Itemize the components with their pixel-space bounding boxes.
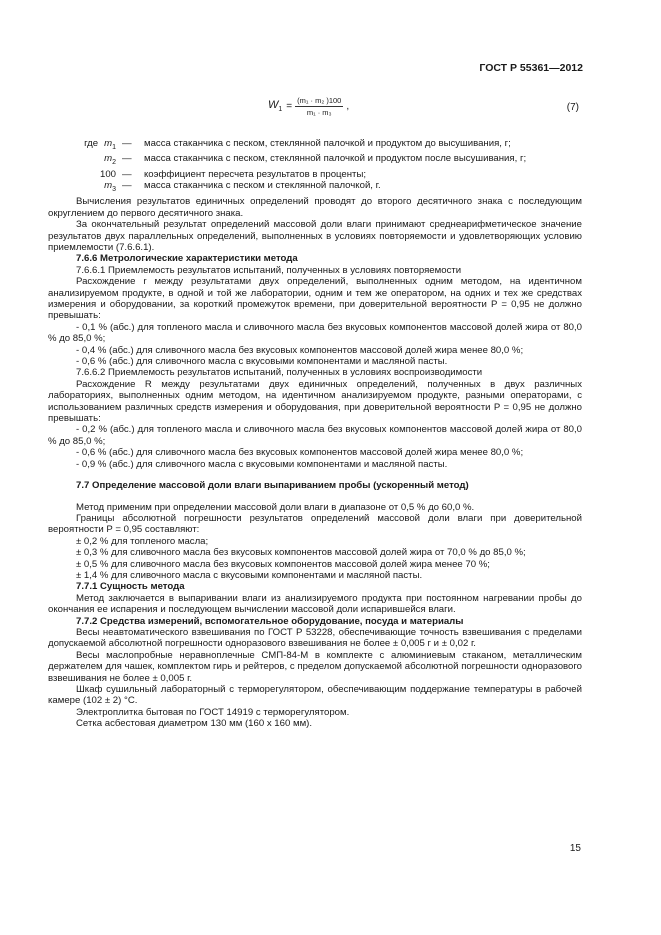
definition-symbol: $m_2$ <box>104 153 116 167</box>
definition-row <box>48 138 582 153</box>
paragraph: Границы абсолютной погрешности результатов определений массовой доли влаги при доверительной вероятности P = 0,95 составляют: <box>48 512 582 536</box>
definition-dash: — <box>122 168 132 180</box>
paragraph: 7.6.6.2 Приемлемость результатов испытаний, полученных в условиях воспроизводимости <box>76 367 483 379</box>
paragraph: 7.6.6.1 Приемлемость результатов испытаний, полученных в условиях повторяемости <box>76 264 462 276</box>
section-heading: 7.7 Определение массовой доли влаги выпариванием пробы (ускоренный метод) <box>76 480 469 492</box>
formula-tail: , <box>346 101 350 112</box>
paragraph: Шкаф сушильный лабораторный с терморегулятором, обеспечивающим поддержание температуры в рабочей камере (102 ± 2) °С. <box>48 684 582 707</box>
document-header: ГОСТ Р 55361—2012 <box>479 62 583 74</box>
paragraph: Сетка асбестовая диаметром 130 мм (160 х 160 мм). <box>76 718 313 730</box>
definition-text: масса стаканчика с песком, стеклянной палочкой и продуктом после высушивания, г; <box>144 153 527 165</box>
paragraph: Расхождение r между результатами двух определений, выполненных одним методом, на идентичном анализируемом продукте, в одной и той же лаборатории, одним и тем же оператором, на одних и тех же средствах измерения и оборудовании, за короткий промежуток времени, при доверительной вероятности P = 0,95 не должно превышать: <box>48 276 582 322</box>
definition-dash: — <box>122 180 132 192</box>
definition-row <box>48 169 582 180</box>
document-body <box>48 138 582 730</box>
paragraph: Весы маслопробные неравноплечные СМП-84-М в комплекте с алюминиевым стаканом, металлическим держателем для чашек, комплектом гирь и рейтеров, с пределом допускаемой абсолютной погрешности одноразового взвешивания не более ± 0,005 г. <box>48 649 582 684</box>
paragraph: Электроплитка бытовая по ГОСТ 14919 с терморегулятором. <box>76 706 350 718</box>
paragraph: Метод применим при определении массовой доли влаги в диапазоне от 0,5 % до 60,0 %. <box>76 501 475 513</box>
paragraphs <box>48 196 582 729</box>
paragraph: - 0,9 % (абс.) для сливочного масла с вкусовыми компонентами и масляной пасты. <box>76 458 448 470</box>
definition-dash: — <box>122 153 132 165</box>
definition-symbol: $m_3$ <box>104 180 116 193</box>
definition-symbol: где $m_1$ <box>84 138 116 151</box>
paragraph: - 0,2 % (абс.) для топленого масла и сливочного масла без вкусовых компонентов массовой долей жира от 80,0 % до 85,0 %; <box>48 424 582 447</box>
definition-row <box>48 180 582 195</box>
formula-equals: = <box>286 101 293 112</box>
paragraph: Метод заключается в выпаривании влаги из анализируемого продукта при постоянном нагревании пробы до окончания ее испарения и последующем вычислении массовой доли испарившейся влаги. <box>48 592 582 616</box>
variable-definitions <box>48 138 582 195</box>
paragraph: - 0,1 % (абс.) для топленого масла и сливочного масла без вкусовых компонентов массовой долей жира от 80,0 % до 85,0 %; <box>48 321 582 345</box>
section-heading: 7.7.1 Сущность метода <box>76 581 185 593</box>
definition-symbol: 100 <box>99 168 116 180</box>
definition-dash: — <box>122 138 132 149</box>
definition-text: масса стаканчика с песком и стеклянной палочкой, г. <box>144 180 381 192</box>
section-heading: 7.6.6 Метрологические характеристики метода <box>76 253 298 265</box>
definition-text: масса стаканчика с песком, стеклянной палочкой и продуктом до высушивания, г; <box>144 138 511 149</box>
formula-numerator: (m₁ · m₂ )100 <box>297 96 342 105</box>
page-number: 15 <box>569 843 581 854</box>
definition-row <box>48 153 582 168</box>
paragraph: ± 0,5 % для сливочного масла без вкусовых компонентов массовой долей жира менее 70 %; <box>76 558 490 570</box>
paragraph: Вычисления результатов единичных определений проводят до второго десятичного знака с последующим округлением до первого десятичного знака. <box>48 196 582 219</box>
paragraph: ± 0,3 % для сливочного масла без вкусовых компонентов массовой долей жира от 70,0 % до 85,0 %; <box>76 547 526 559</box>
formula-fraction <box>295 96 343 117</box>
paragraph: - 0,6 % (абс.) для сливочного масла с вкусовыми компонентами и масляной пасты. <box>76 356 448 368</box>
section-heading: 7.7.2 Средства измерений, вспомогательное оборудование, посуда и материалы <box>76 615 464 627</box>
paragraph: Весы неавтоматического взвешивания по ГОСТ Р 53228, обеспечивающие точность взвешивания с пределами допускаемой абсолютной погрешности одноразового взвешивания не более ± 0,005 г и ± 0,02 г. <box>48 626 582 650</box>
formula-denominator: m₁ · m₃ <box>306 108 332 117</box>
definition-text: коэффициент пересчета результатов в проценты; <box>144 168 367 180</box>
paragraph: - 0,6 % (абс.) для сливочного масла без вкусовых компонентов массовой долей жира менее 80,0 %; <box>76 447 524 459</box>
paragraph: ± 0,2 % для топленого масла; <box>76 535 209 547</box>
formula-lhs: $W_1$ <box>268 99 283 114</box>
paragraph: - 0,4 % (абс.) для сливочного масла без вкусовых компонентов массовой долей жира менее 80,0 %; <box>76 344 524 356</box>
paragraph: За окончательный результат определений массовой доли влаги принимают среднеарифметическое значение результатов двух параллельных определений, выполненных в условиях повторяемости и удовлетворяющих условию приемлемости (7.6.6.1). <box>48 219 582 253</box>
definition-prefix: где <box>84 138 99 149</box>
paragraph: ± 1,4 % для сливочного масла с вкусовыми компонентами и масляной пасты. <box>76 569 423 581</box>
formula-7 <box>268 96 349 117</box>
paragraph: Расхождение R между результатами двух единичных определений, полученных в двух различных лабораториях, выполненных одним методом, на идентичном анализируемом продукте, разными операторами, с использованием различных средств измерения и оборудования, при доверительной вероятности P = 0,95 не должно превышать: <box>48 378 582 425</box>
formula-number: (7) <box>566 102 579 113</box>
